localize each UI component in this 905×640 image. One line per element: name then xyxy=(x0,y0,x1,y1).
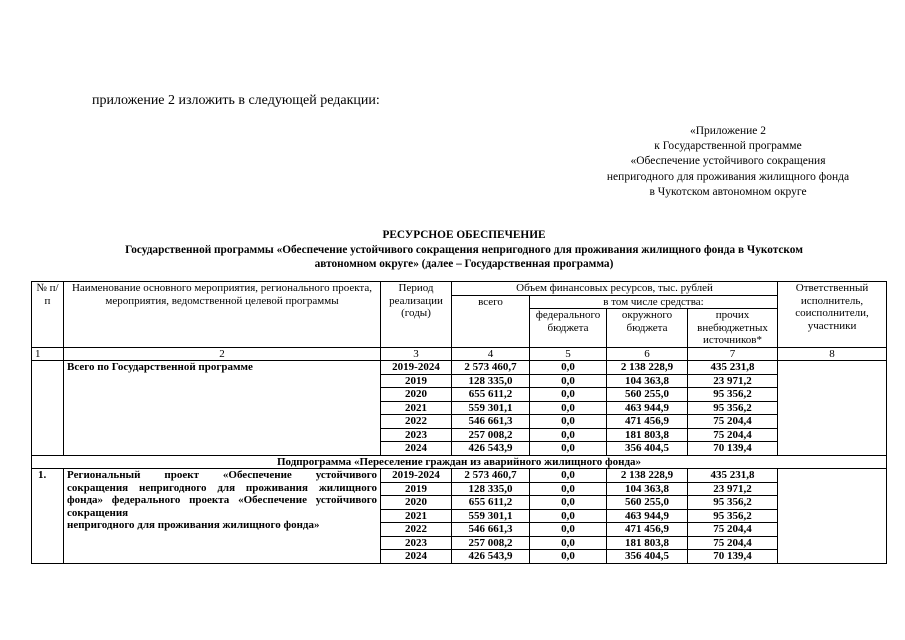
table-row xyxy=(32,361,887,375)
column-number: 3 xyxy=(381,347,452,361)
cell-responsible xyxy=(778,469,887,564)
row-name-text: непригодного для проживания жилищного фонда» xyxy=(67,519,320,531)
project-block xyxy=(32,469,887,564)
cell-district: 471 456,9 xyxy=(607,523,688,537)
column-number: 4 xyxy=(452,347,530,361)
cell-period: 2020 xyxy=(381,388,452,402)
appendix-line: в Чукотском автономном округе xyxy=(649,185,807,198)
heading-subtitle: автономном округе» (далее – Государственная программа) xyxy=(314,258,614,270)
cell-other: 23 971,2 xyxy=(688,374,778,388)
cell-district: 356 404,5 xyxy=(607,550,688,564)
heading-subtitle: Государственной программы «Обеспечение устойчивого сокращения непригодного для проживания жилищного фонда в Чукотском xyxy=(125,243,803,256)
cell-district: 104 363,8 xyxy=(607,482,688,496)
cell-federal: 0,0 xyxy=(530,523,607,537)
cell-total: 2 573 460,7 xyxy=(452,469,530,483)
row-name: Всего по Государственной программе xyxy=(64,361,381,456)
cell-period: 2023 xyxy=(381,428,452,442)
cell-other: 95 356,2 xyxy=(688,496,778,510)
cell-total: 128 335,0 xyxy=(452,374,530,388)
cell-total: 655 611,2 xyxy=(452,496,530,510)
cell-district: 2 138 228,9 xyxy=(607,469,688,483)
cell-period: 2021 xyxy=(381,509,452,523)
cell-period: 2019-2024 xyxy=(381,361,452,375)
cell-total: 257 008,2 xyxy=(452,428,530,442)
cell-district: 181 803,8 xyxy=(607,536,688,550)
cell-district: 560 255,0 xyxy=(607,496,688,510)
row-name-text: Региональный проект «Обеспечение устойчивого сокращения непригодного для проживания жилищного фонда» федерального проекта «Обеспечение устойчивого сокращения xyxy=(67,469,377,519)
cell-responsible xyxy=(778,361,887,456)
column-number: 2 xyxy=(64,347,381,361)
cell-other: 95 356,2 xyxy=(688,509,778,523)
cell-total: 655 611,2 xyxy=(452,388,530,402)
cell-other: 435 231,8 xyxy=(688,469,778,483)
resource-table xyxy=(31,281,887,564)
appendix-line: к Государственной программе xyxy=(654,140,802,153)
cell-period: 2024 xyxy=(381,442,452,456)
appendix-note xyxy=(560,124,896,200)
cell-federal: 0,0 xyxy=(530,401,607,415)
cell-other: 435 231,8 xyxy=(688,361,778,375)
header-incl: в том числе средства: xyxy=(530,295,778,309)
cell-other: 70 139,4 xyxy=(688,550,778,564)
cell-other: 95 356,2 xyxy=(688,388,778,402)
cell-other: 75 204,4 xyxy=(688,428,778,442)
cell-federal: 0,0 xyxy=(530,496,607,510)
cell-federal: 0,0 xyxy=(530,469,607,483)
intro-text: приложение 2 изложить в следующей редакции: xyxy=(92,93,380,108)
cell-district: 2 138 228,9 xyxy=(607,361,688,375)
appendix-line: «Обеспечение устойчивого сокращения xyxy=(630,155,826,168)
cell-federal: 0,0 xyxy=(530,428,607,442)
cell-period: 2019-2024 xyxy=(381,469,452,483)
cell-other: 75 204,4 xyxy=(688,523,778,537)
column-number-row xyxy=(32,347,887,361)
cell-total: 546 661,3 xyxy=(452,523,530,537)
cell-district: 463 944,9 xyxy=(607,509,688,523)
table-row xyxy=(32,469,887,483)
cell-federal: 0,0 xyxy=(530,442,607,456)
header-responsible: Ответственный исполнитель, соисполнители, участники xyxy=(778,282,887,348)
appendix-line: «Приложение 2 xyxy=(689,125,767,137)
column-number: 7 xyxy=(688,347,778,361)
header-other: прочих внебюджетных источников* xyxy=(688,309,778,348)
row-name xyxy=(64,469,381,564)
cell-period: 2020 xyxy=(381,496,452,510)
cell-total: 426 543,9 xyxy=(452,442,530,456)
column-number: 5 xyxy=(530,347,607,361)
column-number: 1 xyxy=(32,347,64,361)
row-number: 1. xyxy=(32,469,64,564)
cell-period: 2019 xyxy=(381,374,452,388)
header-federal: федерального бюджета xyxy=(530,309,607,348)
cell-other: 95 356,2 xyxy=(688,401,778,415)
cell-district: 471 456,9 xyxy=(607,415,688,429)
cell-period: 2022 xyxy=(381,523,452,537)
cell-district: 560 255,0 xyxy=(607,388,688,402)
cell-period: 2024 xyxy=(381,550,452,564)
subprogram-title: Подпрограмма «Переселение граждан из аварийного жилищного фонда» xyxy=(32,455,887,469)
cell-federal: 0,0 xyxy=(530,482,607,496)
cell-federal: 0,0 xyxy=(530,374,607,388)
appendix-line: непригодного для проживания жилищного фонда xyxy=(606,170,850,183)
cell-total: 546 661,3 xyxy=(452,415,530,429)
cell-other: 23 971,2 xyxy=(688,482,778,496)
cell-district: 356 404,5 xyxy=(607,442,688,456)
cell-other: 75 204,4 xyxy=(688,415,778,429)
header-period: Период реализации (годы) xyxy=(381,282,452,348)
cell-federal: 0,0 xyxy=(530,536,607,550)
column-number: 6 xyxy=(607,347,688,361)
cell-total: 559 301,1 xyxy=(452,401,530,415)
cell-federal: 0,0 xyxy=(530,550,607,564)
cell-total: 559 301,1 xyxy=(452,509,530,523)
cell-total: 257 008,2 xyxy=(452,536,530,550)
cell-period: 2021 xyxy=(381,401,452,415)
cell-period: 2022 xyxy=(381,415,452,429)
cell-period: 2019 xyxy=(381,482,452,496)
cell-total: 2 573 460,7 xyxy=(452,361,530,375)
cell-federal: 0,0 xyxy=(530,415,607,429)
header-num: № п/п xyxy=(32,282,64,348)
header-total: всего xyxy=(452,295,530,347)
cell-district: 104 363,8 xyxy=(607,374,688,388)
table-header-row xyxy=(32,282,887,296)
cell-period: 2023 xyxy=(381,536,452,550)
document-heading xyxy=(40,228,888,272)
column-number: 8 xyxy=(778,347,887,361)
cell-total: 128 335,0 xyxy=(452,482,530,496)
total-block xyxy=(32,361,887,456)
header-volume: Объем финансовых ресурсов, тыс. рублей xyxy=(452,282,778,296)
header-district: окружного бюджета xyxy=(607,309,688,348)
cell-other: 75 204,4 xyxy=(688,536,778,550)
row-number xyxy=(32,361,64,456)
cell-district: 463 944,9 xyxy=(607,401,688,415)
cell-other: 70 139,4 xyxy=(688,442,778,456)
cell-district: 181 803,8 xyxy=(607,428,688,442)
cell-total: 426 543,9 xyxy=(452,550,530,564)
cell-federal: 0,0 xyxy=(530,509,607,523)
cell-federal: 0,0 xyxy=(530,361,607,375)
heading-title: РЕСУРСНОЕ ОБЕСПЕЧЕНИЕ xyxy=(382,229,546,241)
header-name: Наименование основного мероприятия, регионального проекта, мероприятия, ведомственной целевой программы xyxy=(64,282,381,348)
cell-federal: 0,0 xyxy=(530,388,607,402)
subprogram-row xyxy=(32,455,887,469)
